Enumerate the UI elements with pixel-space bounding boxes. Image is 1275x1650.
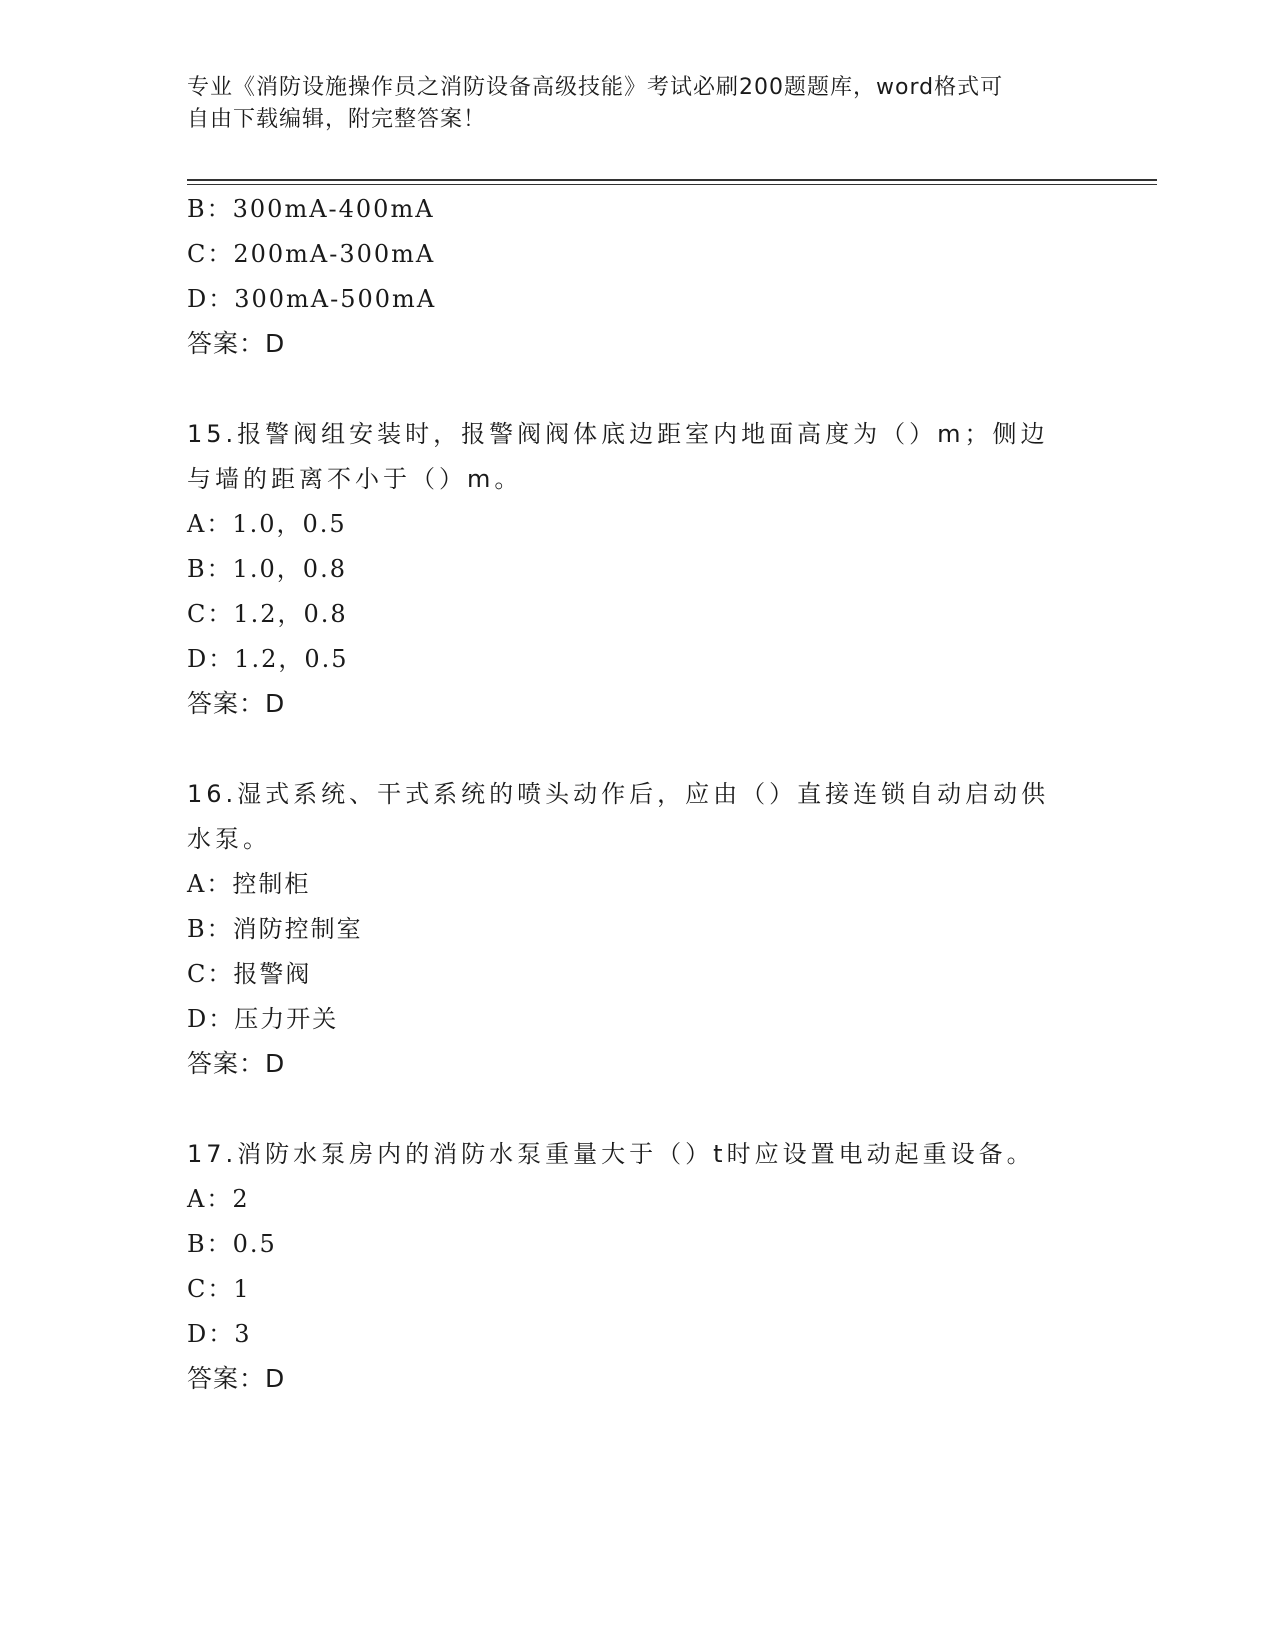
- q15-text-line-1: 15.报警阀组安装时，报警阀阀体底边距室内地面高度为（）m；侧边: [187, 420, 1049, 448]
- header-rule-thick: [187, 179, 1157, 181]
- q17-answer: 答案：D: [187, 1364, 286, 1393]
- q16-text-line-1: 16.湿式系统、干式系统的喷头动作后，应由（）直接连锁自动启动供: [187, 780, 1050, 808]
- q15-answer: 答案：D: [187, 689, 286, 718]
- q17-option-d: D：3: [187, 1320, 252, 1348]
- header-rule-thin: [187, 184, 1157, 185]
- header-line-1: 专业《消防设施操作员之消防设备高级技能》考试必刷200题题库，word格式可: [187, 75, 1004, 100]
- header-line-2: 自由下载编辑，附完整答案！: [187, 107, 487, 132]
- q16-text-line-2: 水泵。: [187, 825, 271, 853]
- q17-option-c: C：1: [187, 1275, 251, 1303]
- document-header: [187, 72, 1077, 136]
- q16-answer: 答案：D: [187, 1049, 286, 1078]
- q15-text-line-2: 与墙的距离不小于（）m。: [187, 465, 523, 493]
- q17-option-a: A：2: [187, 1185, 250, 1213]
- q16-option-c: C：报警阀: [187, 960, 312, 988]
- q15-option-c: C：1.2，0.8: [187, 600, 348, 628]
- prev-option-b: B：300mA-400mA: [187, 195, 435, 223]
- q16-option-b: B：消防控制室: [187, 915, 363, 943]
- q16-option-a: A：控制柜: [187, 870, 311, 898]
- prev-answer: 答案：D: [187, 329, 286, 358]
- q17-option-b: B：0.5: [187, 1230, 277, 1258]
- q16-option-d: D：压力开关: [187, 1005, 339, 1033]
- prev-option-c: C：200mA-300mA: [187, 240, 436, 268]
- q15-option-d: D：1.2，0.5: [187, 645, 349, 673]
- q17-text-line-1: 17.消防水泵房内的消防水泵重量大于（）t时应设置电动起重设备。: [187, 1140, 1035, 1168]
- q15-option-b: B：1.0，0.8: [187, 555, 347, 583]
- prev-option-d: D：300mA-500mA: [187, 285, 437, 313]
- q15-option-a: A：1.0，0.5: [187, 510, 347, 538]
